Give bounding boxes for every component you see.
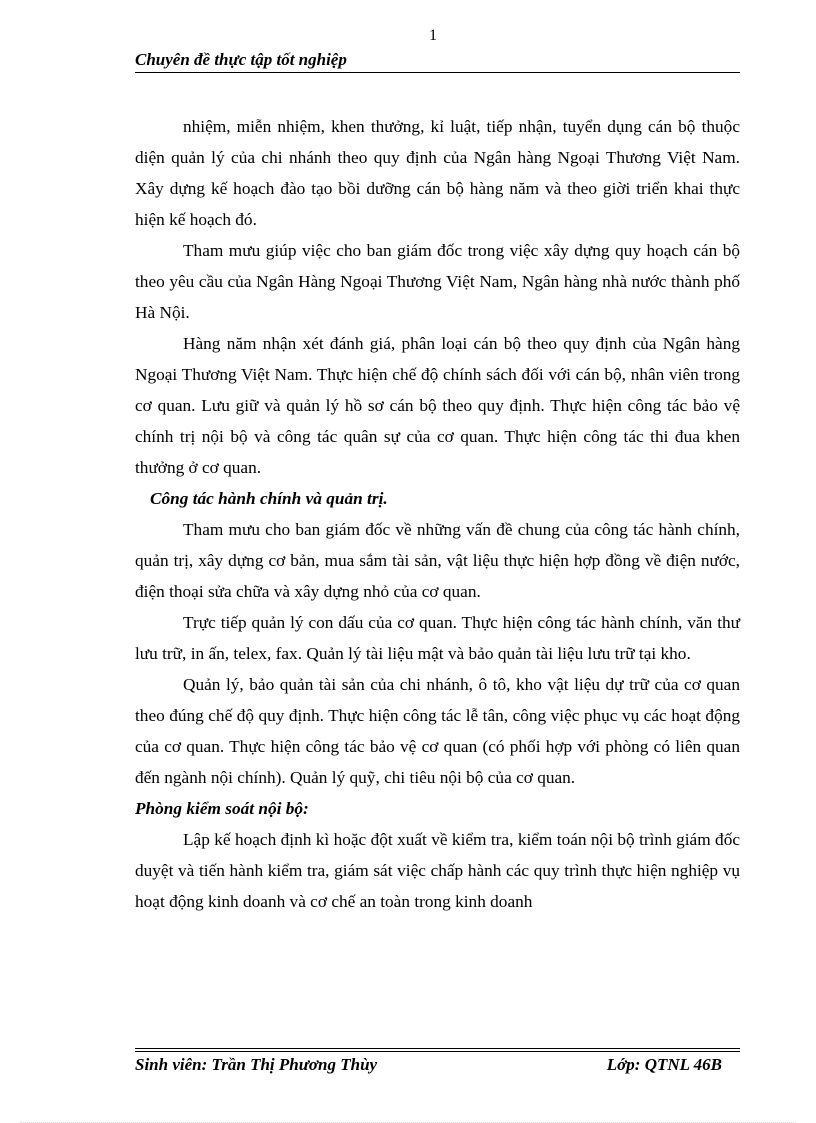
paragraph: Quản lý, bảo quản tài sản của chi nhánh, ô tô, kho vật liệu dự trữ của cơ quan theo đúng chế độ quy định. Thực hiện công tác lễ tân, công việc phục vụ các hoạt động của cơ quan. Thực hiện công tác bảo vệ cơ quan (có phối hợp với phòng có liên quan đến ngành nội chính). Quản lý quỹ, chi tiêu nội bộ của cơ quan.	[135, 675, 740, 787]
footer-row	[135, 1052, 740, 1078]
paragraph: Tham mưu giúp việc cho ban giám đốc trong việc xây dựng quy hoạch cán bộ theo yêu cầu của Ngân Hàng Ngoại Thương Việt Nam, Ngân hàng nhà nước thành phố Hà Nội.	[135, 241, 740, 322]
paragraph: Hàng năm nhận xét đánh giá, phân loại cán bộ theo quy định của Ngân hàng Ngoại Thương Việt Nam. Thực hiện chế độ chính sách đối với cán bộ, nhân viên trong cơ quan. Lưu giữ và quản lý hồ sơ cán bộ theo quy định. Thực hiện công tác bảo vệ chính trị nội bộ và công tác quân sự của cơ quan. Thực hiện công tác thi đua khen thưởng ở cơ quan.	[135, 334, 740, 477]
section-heading: Công tác hành chính và quản trị.	[150, 489, 388, 508]
page-header	[135, 48, 740, 73]
footer-class: Lớp: QTNL 46B	[606, 1055, 722, 1074]
paragraph: Lập kế hoạch định kì hoặc đột xuất về kiểm tra, kiểm toán nội bộ trình giám đốc duyệt và tiến hành kiểm tra, giám sát việc chấp hành các quy trình thực hiện nghiệp vụ hoạt động kinh doanh và cơ chế an toàn trong kinh doanh	[135, 830, 740, 911]
header-title: Chuyên đề thực tập tốt nghiệp	[135, 50, 347, 69]
paragraph: Tham mưu cho ban giám đốc về những vấn đề chung của công tác hành chính, quản trị, xây dựng cơ bản, mua sắm tài sản, vật liệu thực hiện hợp đồng về điện nước, điện thoại sửa chữa và xây dựng nhỏ của cơ quan.	[135, 520, 740, 601]
paragraph: nhiệm, miễn nhiệm, khen thưởng, kỉ luật, tiếp nhận, tuyển dụng cán bộ thuộc diện quản lý của chi nhánh theo quy định của Ngân hàng Ngoại Thương Việt Nam. Xây dựng kế hoạch đào tạo bồi dưỡng cán bộ hàng năm và theo giời triển khai thực hiện kế hoạch đó.	[135, 117, 740, 229]
document-body	[135, 111, 740, 917]
paragraph: Trực tiếp quản lý con dấu của cơ quan. Thực hiện công tác hành chính, văn thư lưu trữ, in ấn, telex, fax. Quản lý tài liệu mật và bảo quản tài liệu lưu trữ tại kho.	[135, 613, 740, 663]
page-footer	[135, 1048, 740, 1078]
footer-student: Sinh viên: Trần Thị Phương Thùy	[135, 1055, 378, 1074]
page-number: 1	[429, 27, 437, 44]
section-heading: Phòng kiểm soát nội bộ:	[135, 799, 309, 818]
